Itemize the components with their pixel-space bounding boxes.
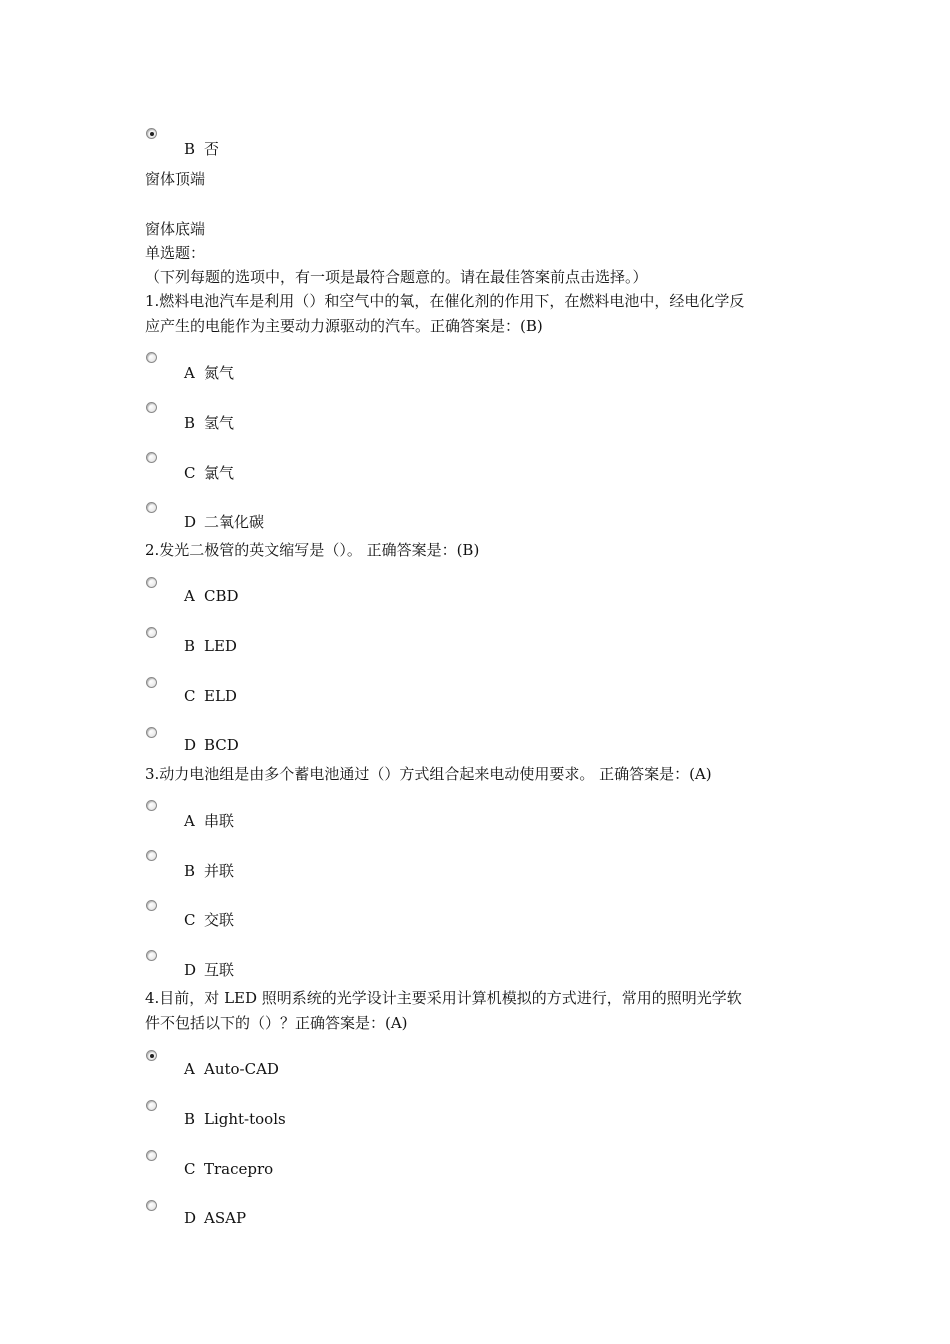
option-text: 氮气 [204,364,235,382]
option-letter: D [184,513,197,531]
option-letter: A [184,587,195,605]
option-text: CBD [204,587,239,605]
option-q3-b [184,860,234,881]
question-1-line-2: 应产生的电能作为主要动力源驱动的汽车。正确答案是：(B) [145,317,543,335]
option-letter: D [184,961,197,979]
radio-q2-a[interactable] [146,577,157,588]
option-text: LED [204,637,237,655]
option-q1-d [184,511,264,532]
option-text: ELD [204,687,237,705]
option-letter: C [184,911,196,929]
radio-q2-b[interactable] [146,627,157,638]
option-letter: A [184,364,195,382]
option-text: Light-tools [204,1110,286,1128]
question-2-line-1: 2.发光二极管的英文缩写是（）。 正确答案是：(B) [145,541,480,559]
option-prev-b [184,138,219,159]
radio-q3-b[interactable] [146,850,157,861]
option-text: 并联 [204,862,235,880]
radio-q1-a[interactable] [146,352,157,363]
option-q3-d [184,959,234,980]
radio-q4-c[interactable] [146,1150,157,1161]
option-letter: A [184,812,195,830]
option-letter: C [184,687,196,705]
radio-q1-b[interactable] [146,402,157,413]
option-letter: B [184,414,196,432]
option-q4-d [184,1209,246,1227]
radio-q2-d[interactable] [146,727,157,738]
option-text: 串联 [204,812,235,830]
option-text: Tracepro [204,1160,274,1178]
option-q1-c [184,462,234,483]
option-letter: B [184,862,196,880]
form-bottom-label: 窗体底端 [145,220,206,238]
radio-q3-d[interactable] [146,950,157,961]
question-4-line-2: 件不包括以下的（）？正确答案是：(A) [145,1014,408,1032]
option-text: 氯气 [204,464,235,482]
radio-q1-d[interactable] [146,502,157,513]
option-letter: B [184,140,196,158]
option-q1-a [184,362,234,383]
option-letter: A [184,1060,195,1078]
radio-q1-c[interactable] [146,452,157,463]
option-text: 氢气 [204,414,235,432]
form-top-label: 窗体顶端 [145,170,206,188]
radio-q4-d[interactable] [146,1200,157,1211]
option-q4-c [184,1160,273,1178]
option-letter: D [184,736,197,754]
option-q1-b [184,412,234,433]
question-1-line-1: 1.燃料电池汽车是利用（）和空气中的氧，在催化剂的作用下，在燃料电池中，经电化学反 [145,292,745,310]
radio-q4-a[interactable] [146,1050,157,1061]
section-title: 单选题： [145,244,206,262]
option-letter: C [184,1160,196,1178]
option-letter: B [184,637,196,655]
radio-q3-c[interactable] [146,900,157,911]
question-4-line-1: 4.目前，对 LED 照明系统的光学设计主要采用计算机模拟的方式进行，常用的照明光学软 [145,989,742,1007]
radio-q2-c[interactable] [146,677,157,688]
option-text: BCD [204,736,239,754]
option-text: 互联 [204,961,235,979]
option-q2-c [184,687,237,705]
question-3-line-1: 3.动力电池组是由多个蓄电池通过（）方式组合起来电动使用要求。 正确答案是：(A) [145,765,712,783]
option-text: 交联 [204,911,235,929]
option-letter: D [184,1209,197,1227]
radio-q4-b[interactable] [146,1100,157,1111]
option-q4-b [184,1110,286,1128]
option-text: Auto-CAD [204,1060,279,1078]
option-q4-a [184,1060,279,1078]
option-q3-a [184,810,234,831]
radio-q3-a[interactable] [146,800,157,811]
option-text: 否 [204,140,220,158]
option-text: 二氧化碳 [204,513,265,531]
option-q2-d [184,736,239,754]
option-text: ASAP [204,1209,247,1227]
option-q3-c [184,909,234,930]
instructions: （下列每题的选项中，有一项是最符合题意的。请在最佳答案前点击选择。） [145,268,648,286]
option-q2-b [184,637,237,655]
option-letter: C [184,464,196,482]
option-q2-a [184,587,239,605]
option-letter: B [184,1110,196,1128]
radio-prev-b[interactable] [146,128,157,139]
